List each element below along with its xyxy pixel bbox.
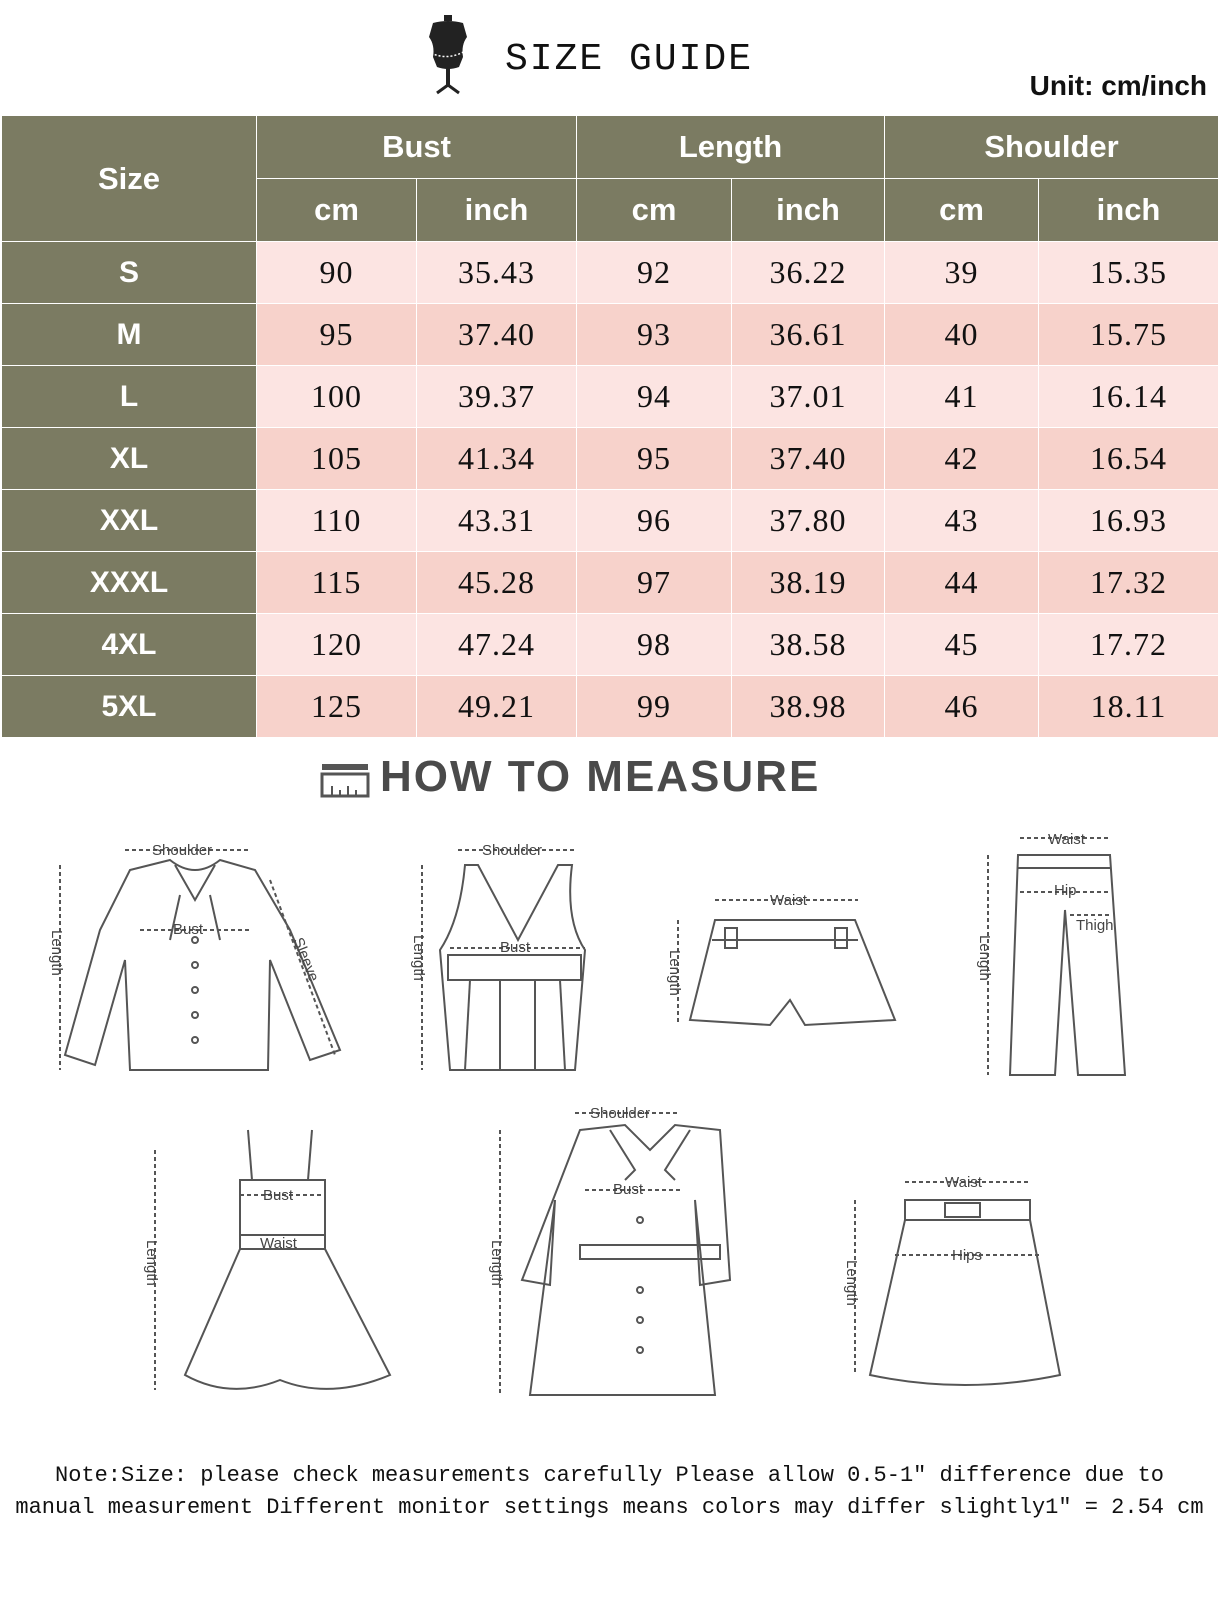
waist-label: Waist [260, 1235, 297, 1252]
how-to-measure-heading [320, 752, 920, 812]
unit-header: inch [1039, 179, 1219, 242]
length-label: Length [143, 1240, 160, 1286]
value-cell: 36.61 [732, 304, 885, 366]
table-row [2, 490, 1219, 552]
table-row [2, 428, 1219, 490]
thigh-label: Thigh [1076, 917, 1114, 934]
value-cell: 16.54 [1039, 428, 1219, 490]
value-cell: 37.40 [732, 428, 885, 490]
page-title: SIZE GUIDE [505, 38, 754, 81]
value-cell: 37.01 [732, 366, 885, 428]
ruler-icon [320, 762, 370, 798]
value-cell: 37.80 [732, 490, 885, 552]
table-row [2, 614, 1219, 676]
table-row [2, 676, 1219, 738]
value-cell: 98 [577, 614, 732, 676]
length-label: Length [488, 1240, 505, 1286]
value-cell: 125 [257, 676, 417, 738]
unit-label: Unit: cm/inch [1029, 70, 1207, 101]
value-cell: 37.40 [417, 304, 577, 366]
value-cell: 41 [885, 366, 1039, 428]
value-cell: 45.28 [417, 552, 577, 614]
note-text: Note:Size: please check measurements carefully Please allow 0.5-1" difference due to manual measurement Different monitor settings means colors may differ slightly1" = 2.54 cm [15, 1463, 1204, 1520]
table-row [2, 366, 1219, 428]
value-cell: 43 [885, 490, 1039, 552]
value-cell: 17.72 [1039, 614, 1219, 676]
size-table [1, 115, 1219, 738]
value-cell: 100 [257, 366, 417, 428]
waist-label: Waist [945, 1174, 982, 1191]
value-cell: 96 [577, 490, 732, 552]
size-cell: 4XL [2, 614, 257, 676]
shoulder-label: Shoulder [590, 1105, 651, 1122]
value-cell: 93 [577, 304, 732, 366]
jeans-illustration [976, 831, 1125, 1075]
dress-form-icon [423, 15, 473, 95]
value-cell: 95 [257, 304, 417, 366]
value-cell: 45 [885, 614, 1039, 676]
hips-label: Hips [952, 1247, 983, 1264]
value-cell: 17.32 [1039, 552, 1219, 614]
length-label: Length [410, 935, 427, 981]
dress-illustration [143, 1130, 390, 1390]
value-cell: 38.19 [732, 552, 885, 614]
bust-label: Bust [613, 1181, 644, 1198]
bust-label: Bust [173, 921, 204, 938]
length-label: Length [48, 930, 65, 976]
value-cell: 39 [885, 242, 1039, 304]
value-cell: 115 [257, 552, 417, 614]
size-cell: S [2, 242, 257, 304]
size-cell: L [2, 366, 257, 428]
value-cell: 99 [577, 676, 732, 738]
value-cell: 36.22 [732, 242, 885, 304]
value-cell: 38.98 [732, 676, 885, 738]
bust-header: Bust [257, 116, 577, 179]
table-row [2, 552, 1219, 614]
size-cell: XL [2, 428, 257, 490]
value-cell: 49.21 [417, 676, 577, 738]
tank-top-illustration [410, 842, 585, 1070]
unit-header: inch [732, 179, 885, 242]
shoulder-label: Shoulder [152, 842, 213, 859]
bust-label: Bust [500, 939, 531, 956]
value-cell: 18.11 [1039, 676, 1219, 738]
length-label: Length [843, 1260, 860, 1306]
waist-label: Waist [1048, 831, 1085, 848]
how-to-measure-title: HOW TO MEASURE [380, 752, 821, 801]
value-cell: 94 [577, 366, 732, 428]
value-cell: 120 [257, 614, 417, 676]
value-cell: 44 [885, 552, 1039, 614]
unit-header: cm [257, 179, 417, 242]
value-cell: 40 [885, 304, 1039, 366]
size-cell: M [2, 304, 257, 366]
size-header: Size [2, 116, 257, 242]
value-cell: 95 [577, 428, 732, 490]
shorts-illustration [666, 892, 895, 1025]
value-cell: 41.34 [417, 428, 577, 490]
value-cell: 15.75 [1039, 304, 1219, 366]
unit-header: cm [885, 179, 1039, 242]
table-row [2, 242, 1219, 304]
size-cell: XXL [2, 490, 257, 552]
waist-label: Waist [770, 892, 807, 909]
value-cell: 39.37 [417, 366, 577, 428]
value-cell: 110 [257, 490, 417, 552]
shoulder-header: Shoulder [885, 116, 1219, 179]
value-cell: 92 [577, 242, 732, 304]
shoulder-label: Shoulder [482, 842, 543, 859]
hip-label: Hip [1054, 882, 1077, 899]
value-cell: 90 [257, 242, 417, 304]
skirt-illustration [843, 1174, 1060, 1385]
length-header: Length [577, 116, 885, 179]
value-cell: 42 [885, 428, 1039, 490]
value-cell: 43.31 [417, 490, 577, 552]
length-label: Length [976, 935, 993, 981]
blouse-illustration [48, 842, 340, 1070]
size-cell: XXXL [2, 552, 257, 614]
table-row [2, 304, 1219, 366]
value-cell: 16.14 [1039, 366, 1219, 428]
value-cell: 97 [577, 552, 732, 614]
value-cell: 16.93 [1039, 490, 1219, 552]
sleeve-label: Sleeve [289, 935, 323, 985]
value-cell: 35.43 [417, 242, 577, 304]
value-cell: 46 [885, 676, 1039, 738]
unit-header: cm [577, 179, 732, 242]
measurement-illustrations [0, 820, 1219, 1440]
value-cell: 105 [257, 428, 417, 490]
unit-header: inch [417, 179, 577, 242]
bust-label: Bust [263, 1187, 294, 1204]
size-cell: 5XL [2, 676, 257, 738]
value-cell: 47.24 [417, 614, 577, 676]
value-cell: 15.35 [1039, 242, 1219, 304]
value-cell: 38.58 [732, 614, 885, 676]
header [0, 0, 1219, 115]
length-label: Length [666, 950, 683, 996]
coat-illustration [488, 1105, 730, 1395]
